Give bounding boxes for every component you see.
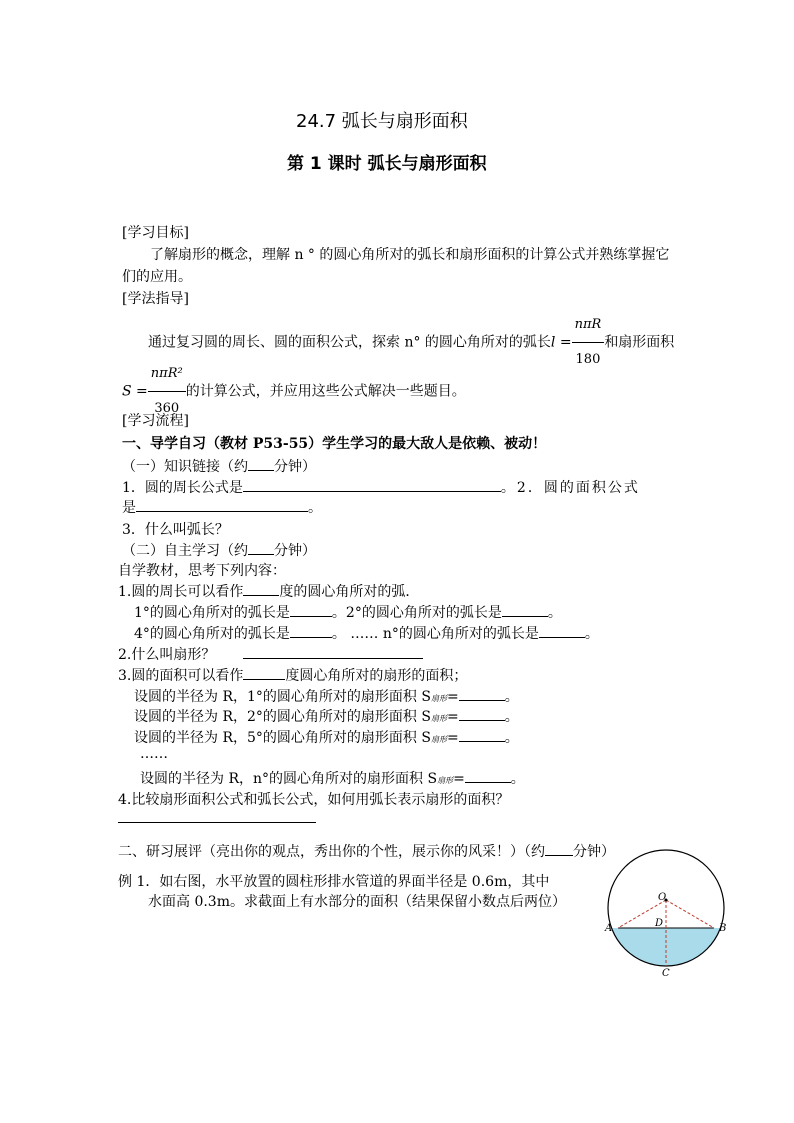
formula-l-num: nπR [572,309,605,343]
self-study-minutes-blank[interactable] [248,540,274,555]
goal-text-line1: 了解扇形的概念，理解 n ° 的圆心角所对的弧长和扇形面积的计算公式并熟练掌握它 [150,247,670,263]
radius-1-tail: 。 [504,689,519,705]
q2-label: 。2．圆的面积公式 [500,480,640,496]
item-1b-tail: 。 [547,605,562,621]
question-1-line [122,477,640,497]
radius-n-blank[interactable] [465,768,511,783]
self-study-label: （二）自主学习（约 [122,543,248,559]
goal-text-line2: 们的应用。 [122,269,192,285]
radius-5-label: 设圆的半径为 R，5°的圆心角所对的扇形面积 S [134,730,431,746]
question-3: 3．什么叫弧长？ [122,522,229,538]
item-1-label: 1.圆的周长可以看作 [118,584,244,600]
radius-n-tail: 。 [510,771,525,787]
label-a: A [605,923,613,934]
item-1a-label: 1°的圆心角所对的弧长是 [134,605,290,621]
formula-l-lhs: l = [550,334,572,351]
part2-heading [118,841,615,861]
goal-heading: [学习目标] [122,225,189,241]
item-1d-tail: 。 [584,626,599,642]
item-1-blank[interactable] [243,581,279,596]
radius-ob [666,900,714,928]
label-d: D [655,918,664,929]
water-region [598,928,744,978]
method-text-part2: 和扇形面积 [604,334,675,351]
item-3-line [118,665,467,685]
radius-1-blank[interactable] [459,686,505,701]
knowledge-link-tail: 分钟） [274,459,316,475]
radius-5-line [134,727,519,747]
pipe-cross-section-figure [598,848,744,978]
q2-blank[interactable] [136,497,308,512]
label-o: O [658,892,667,903]
radius-1-eq: = [446,689,459,705]
formula-s-num: nπR² [148,358,186,392]
radius-2-line [134,706,519,726]
self-study-intro: 自学教材，思考下列内容： [118,563,286,579]
formula-l-den: 180 [575,352,601,367]
self-study-heading [122,540,316,560]
radius-2-tail: 。 [504,709,519,725]
item-4: 4.比较扇形面积公式和弧长公式，如何用弧长表示扇形的面积？ [118,792,510,808]
item-3-label: 3.圆的面积可以看作 [118,668,244,684]
formula-l [572,309,605,376]
part2-heading-tail: 分钟） [573,844,615,860]
page-title: 24.7 弧长与扇形面积 [296,111,468,132]
knowledge-link-heading [122,456,316,476]
q2b-tail: 。 [308,500,322,516]
part2-minutes-blank[interactable] [545,841,573,856]
formula-s-lhs: S = [122,383,148,400]
radius-2-blank[interactable] [459,706,505,721]
part2-heading-label: 二、研习展评（亮出你的观点，秀出你的个性，展示你的风采！）（约 [118,844,545,860]
radius-5-sub: 扇形 [430,735,447,744]
radius-2-label: 设圆的半径为 R，2°的圆心角所对的扇形面积 S [134,709,431,725]
self-study-tail: 分钟） [274,543,316,559]
radius-1-sub: 扇形 [430,694,447,703]
method-text-part3: 的计算公式，并应用这些公式解决一些题目。 [185,383,466,400]
part1-heading: 一、导学自习（教材 P53-55）学生学习的最大敌人是依赖、被动！ [122,436,547,452]
item-2-label: 2.什么叫扇形？ [118,647,216,663]
q1-blank[interactable] [243,477,501,492]
item-1c-line [134,623,599,643]
radius-n-eq: = [453,771,465,787]
radius-5-tail: 。 [504,730,519,746]
item-1c-label: 4°的圆心角所对的弧长是 [134,626,290,642]
item-2-blank[interactable] [243,644,423,659]
flow-heading: [学习流程] [122,413,189,429]
method-text-part1: 通过复习圆的周长、圆的面积公式，探索 n° 的圆心角所对的弧长 [148,334,551,351]
item-1d-label: 。 …… n°的圆心角所对的弧长是 [331,626,539,642]
knowledge-link-minutes-blank[interactable] [248,456,274,471]
item-1d-blank[interactable] [539,623,585,638]
item-1-tail: 度的圆心角所对的弧． [279,584,420,600]
radius-n-sub: 扇形 [437,776,454,785]
radius-n-label: 设圆的半径为 R，n°的圆心角所对的扇形面积 S [140,771,438,787]
example-1-line1: 例 1．如右图，水平放置的圆柱形排水管道的界面半径是 0.6m，其中 [118,874,550,890]
radius-5-blank[interactable] [459,727,505,742]
page-subtitle: 第 1 课时 弧长与扇形面积 [287,154,487,174]
radius-5-eq: = [446,730,459,746]
method-heading: [学法指导] [122,291,189,307]
radius-n-line [140,768,525,788]
item-1a-line [134,602,562,622]
q1-label: 1．圆的周长公式是 [122,480,243,496]
q2b-label: 是 [122,500,136,516]
radius-2-eq: = [446,709,459,725]
item-3-tail: 度圆心角所对的扇形的面积； [285,668,468,684]
question-2-line [122,497,322,517]
example-1-line2: 水面高 0.3m。求截面上有水部分的面积（结果保留小数点后两位） [148,894,566,910]
formula-s-den: 360 [154,401,180,416]
item-1a-blank[interactable] [290,602,332,617]
knowledge-link-label: （一）知识链接（约 [122,459,248,475]
item-2-line [118,644,423,664]
item-1-line [118,581,419,601]
item-3-blank[interactable] [243,665,285,680]
item-1b-label: 。2°的圆心角所对的弧长是 [331,605,502,621]
ellipsis: …… [140,746,168,762]
radius-1-line [134,686,519,706]
label-c: C [662,968,670,978]
radius-1-label: 设圆的半径为 R，1°的圆心角所对的扇形面积 S [134,689,431,705]
label-b: B [719,923,727,934]
radius-2-sub: 扇形 [430,714,447,723]
item-1c-blank[interactable] [290,623,332,638]
item-4-blank[interactable] [118,822,316,823]
item-1b-blank[interactable] [502,602,548,617]
